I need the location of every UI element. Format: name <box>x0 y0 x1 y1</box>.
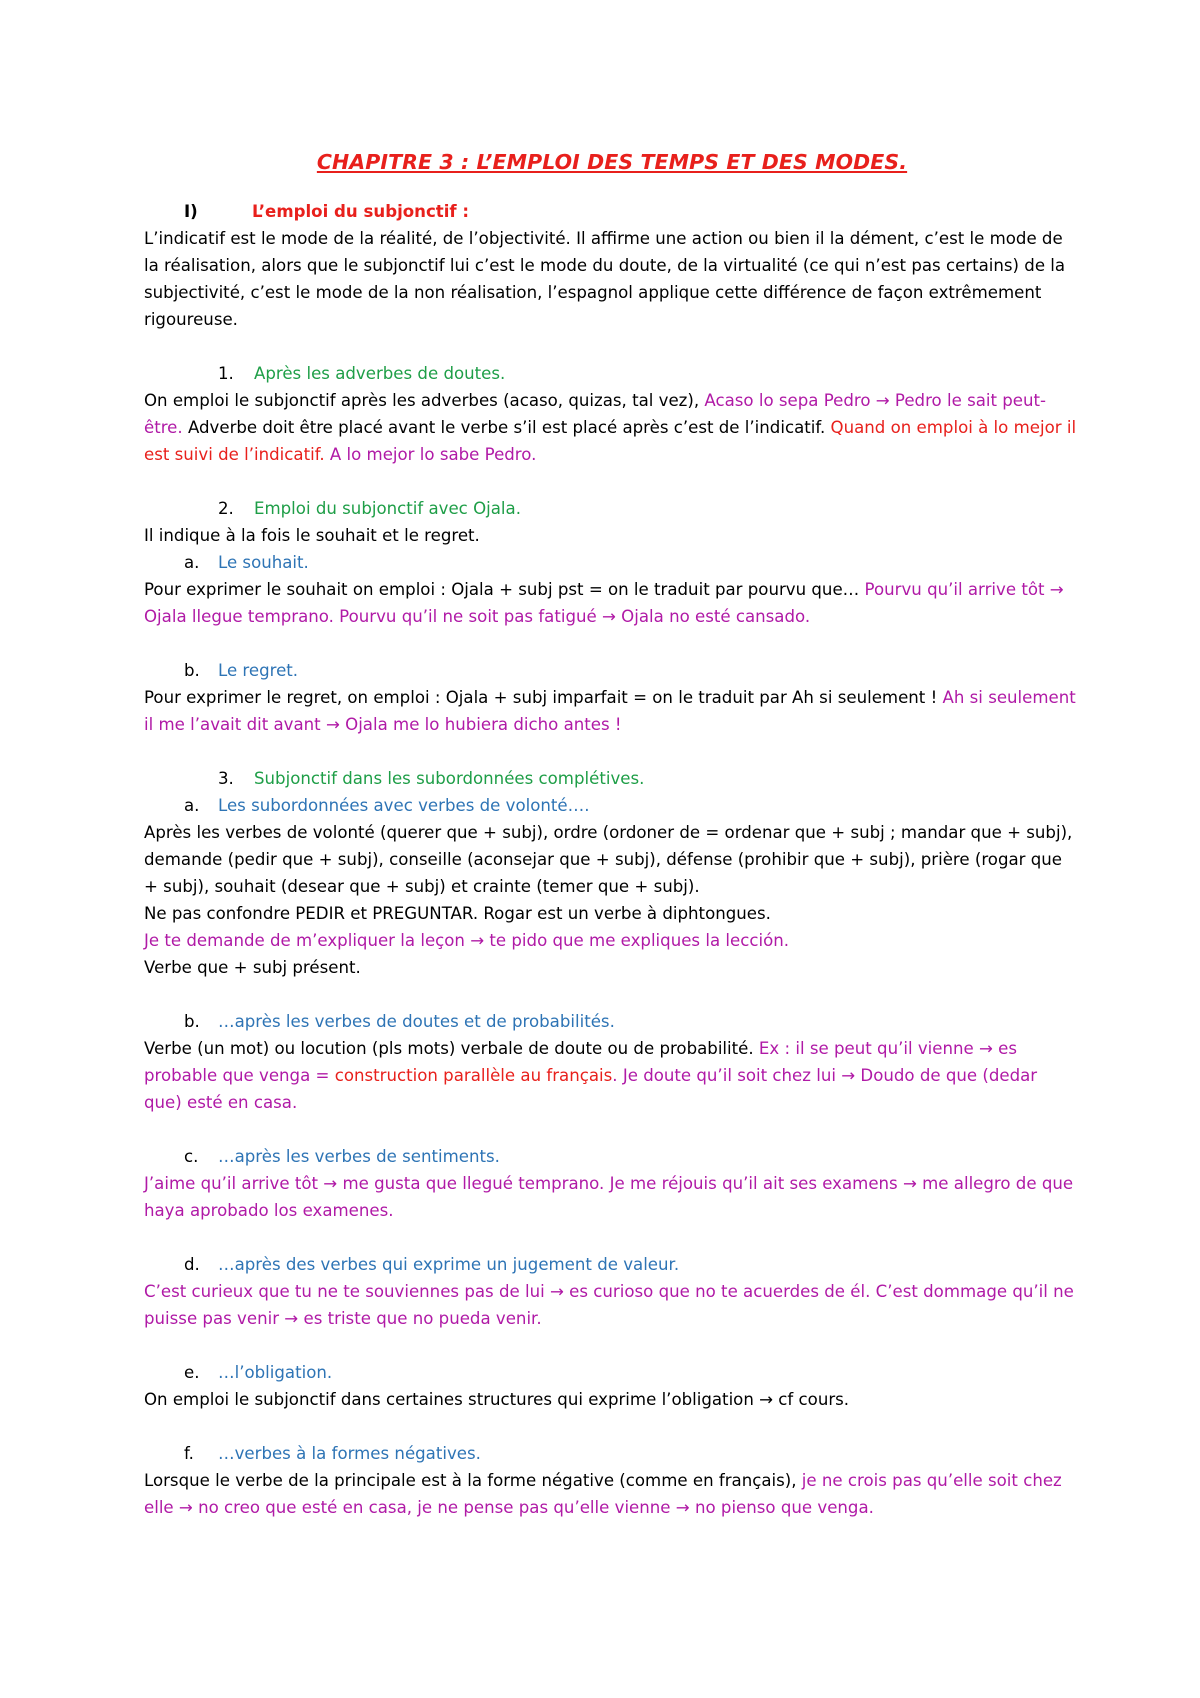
text-run: On emploi le subjonctif après les adverbes (acaso, quizas, tal vez), <box>144 391 705 410</box>
paragraph-adverbes <box>144 387 1080 468</box>
page-title: CHAPITRE 3 : L’EMPLOI DES TEMPS ET DES MODES. <box>316 150 908 174</box>
section-intro: L’indicatif est le mode de la réalité, de l’objectivité. Il affirme une action ou bien il la dément, c’est le mode de la réalisation, alors que le subjonctif lui c’est le mode du doute, de la virtualité (ce qui n’est pas certains) de la subjectivité, c’est le mode de la non réalisation, l’espagnol applique cette différence de façon extrêmement rigoureuse. <box>144 229 1066 329</box>
text-run: Pour exprimer le regret, on emploi : Ojala + subj imparfait = on le traduit par Ah si seulement ! <box>144 688 943 707</box>
paragraph-sentiments: J’aime qu’il arrive tôt → me gusta que llegué temprano. Je me réjouis qu’il ait ses examens → me allegro de que haya aprobado los examenes. <box>144 1174 1074 1220</box>
subsection-title: Emploi du subjonctif avec Ojala. <box>254 499 521 518</box>
text-run: Pour exprimer le souhait on emploi : Ojala + subj pst = on le traduit par pourvu que… <box>144 580 865 599</box>
item-title: …après les verbes de doutes et de probabilités. <box>218 1012 615 1031</box>
item-letter: c. <box>184 1147 199 1166</box>
subsection-heading-2 <box>144 495 1080 522</box>
item-heading-souhait <box>144 549 1080 576</box>
paragraph-negatives <box>144 1467 1080 1521</box>
item-title: …après les verbes de sentiments. <box>218 1147 500 1166</box>
item-title: Les subordonnées avec verbes de volonté…. <box>218 796 590 815</box>
item-title: …l’obligation. <box>218 1363 333 1382</box>
example-run: je ne crois pas qu’elle soit chez elle → no creo que esté en casa, je ne pense pas qu’elle vienne → no pienso que venga. <box>144 1471 1062 1517</box>
paragraph-doutes <box>144 1035 1080 1116</box>
subsection-title: Subjonctif dans les subordonnées complétives. <box>254 769 645 788</box>
item-heading-volonte <box>144 792 1080 819</box>
example-run: Ex : il se peut qu’il vienne → es probable que venga = <box>144 1039 1018 1085</box>
item-letter: b. <box>184 661 200 680</box>
item-title: …verbes à la formes négatives. <box>218 1444 481 1463</box>
item-letter: f. <box>184 1444 194 1463</box>
item-letter: e. <box>184 1363 200 1382</box>
text-run: Lorsque le verbe de la principale est à la forme négative (comme en français), <box>144 1471 802 1490</box>
paragraph-obligation: On emploi le subjonctif dans certaines structures qui exprime l’obligation → cf cours. <box>144 1390 850 1409</box>
item-heading-obligation <box>144 1359 1080 1386</box>
paragraph-verbe-que: Verbe que + subj présent. <box>144 958 361 977</box>
paragraph-regret <box>144 684 1080 738</box>
item-title: …après des verbes qui exprime un jugement de valeur. <box>218 1255 680 1274</box>
item-title: Le regret. <box>218 661 299 680</box>
note-run: construction parallèle au français <box>334 1066 613 1085</box>
text-run: Verbe (un mot) ou locution (pls mots) verbale de doute ou de probabilité. <box>144 1039 759 1058</box>
paragraph-jugement: C’est curieux que tu ne te souviennes pas de lui → es curioso que no te acuerdes de él. C’est dommage qu’il ne puisse pas venir → es triste que no pueda venir. <box>144 1282 1074 1328</box>
item-heading-sentiments <box>144 1143 1080 1170</box>
item-letter: a. <box>184 553 200 572</box>
section-heading <box>144 198 1080 225</box>
example-run: Acaso lo sepa Pedro → Pedro le sait peut-être. <box>144 391 1047 437</box>
item-title: Le souhait. <box>218 553 309 572</box>
text-run: Adverbe doit être placé avant le verbe s’il est placé après c’est de l’indicatif. <box>182 418 831 437</box>
example-run: . Je doute qu’il soit chez lui → Doudo de que (dedar que) esté en casa. <box>144 1066 1038 1112</box>
example-run: A lo mejor lo sabe Pedro. <box>324 445 537 464</box>
subsection-heading-1 <box>144 360 1080 387</box>
paragraph-souhait <box>144 576 1080 630</box>
note-run: Quand on emploi à lo mejor il est suivi de l’indicatif. <box>144 418 1077 464</box>
subsection-heading-3 <box>144 765 1080 792</box>
subsection-number: 2. <box>218 499 234 518</box>
item-heading-regret <box>144 657 1080 684</box>
example-lecon: Je te demande de m’expliquer la leçon → te pido que me expliques la lección. <box>144 931 790 950</box>
paragraph-volonte: Après les verbes de volonté (querer que + subj), ordre (ordoner de = ordenar que + subj ; mandar que + subj), demande (pedir que + subj), conseille (aconsejar que + subj), défense (prohibir que + subj), prière (rogar que + subj), souhait (desear que + subj) et crainte (temer que + subj). <box>144 823 1073 896</box>
item-heading-doutes <box>144 1008 1080 1035</box>
paragraph-pedir: Ne pas confondre PEDIR et PREGUNTAR. Rogar est un verbe à diphtongues. <box>144 904 771 923</box>
item-heading-jugement <box>144 1251 1080 1278</box>
section-number: I) <box>184 202 198 221</box>
item-letter: b. <box>184 1012 200 1031</box>
subsection-number: 3. <box>218 769 234 788</box>
example-run: Ah si seulement il me l’avait dit avant → Ojala me lo hubiera dicho antes ! <box>144 688 1076 734</box>
section-title: L’emploi du subjonctif : <box>252 202 470 221</box>
item-heading-negatives <box>144 1440 1080 1467</box>
item-letter: d. <box>184 1255 200 1274</box>
paragraph-ojala-intro: Il indique à la fois le souhait et le regret. <box>144 526 480 545</box>
subsection-title: Après les adverbes de doutes. <box>254 364 506 383</box>
subsection-number: 1. <box>218 364 234 383</box>
example-run: Pourvu qu’il arrive tôt → Ojala llegue temprano. Pourvu qu’il ne soit pas fatigué → Ojala no esté cansado. <box>144 580 1064 626</box>
item-letter: a. <box>184 796 200 815</box>
